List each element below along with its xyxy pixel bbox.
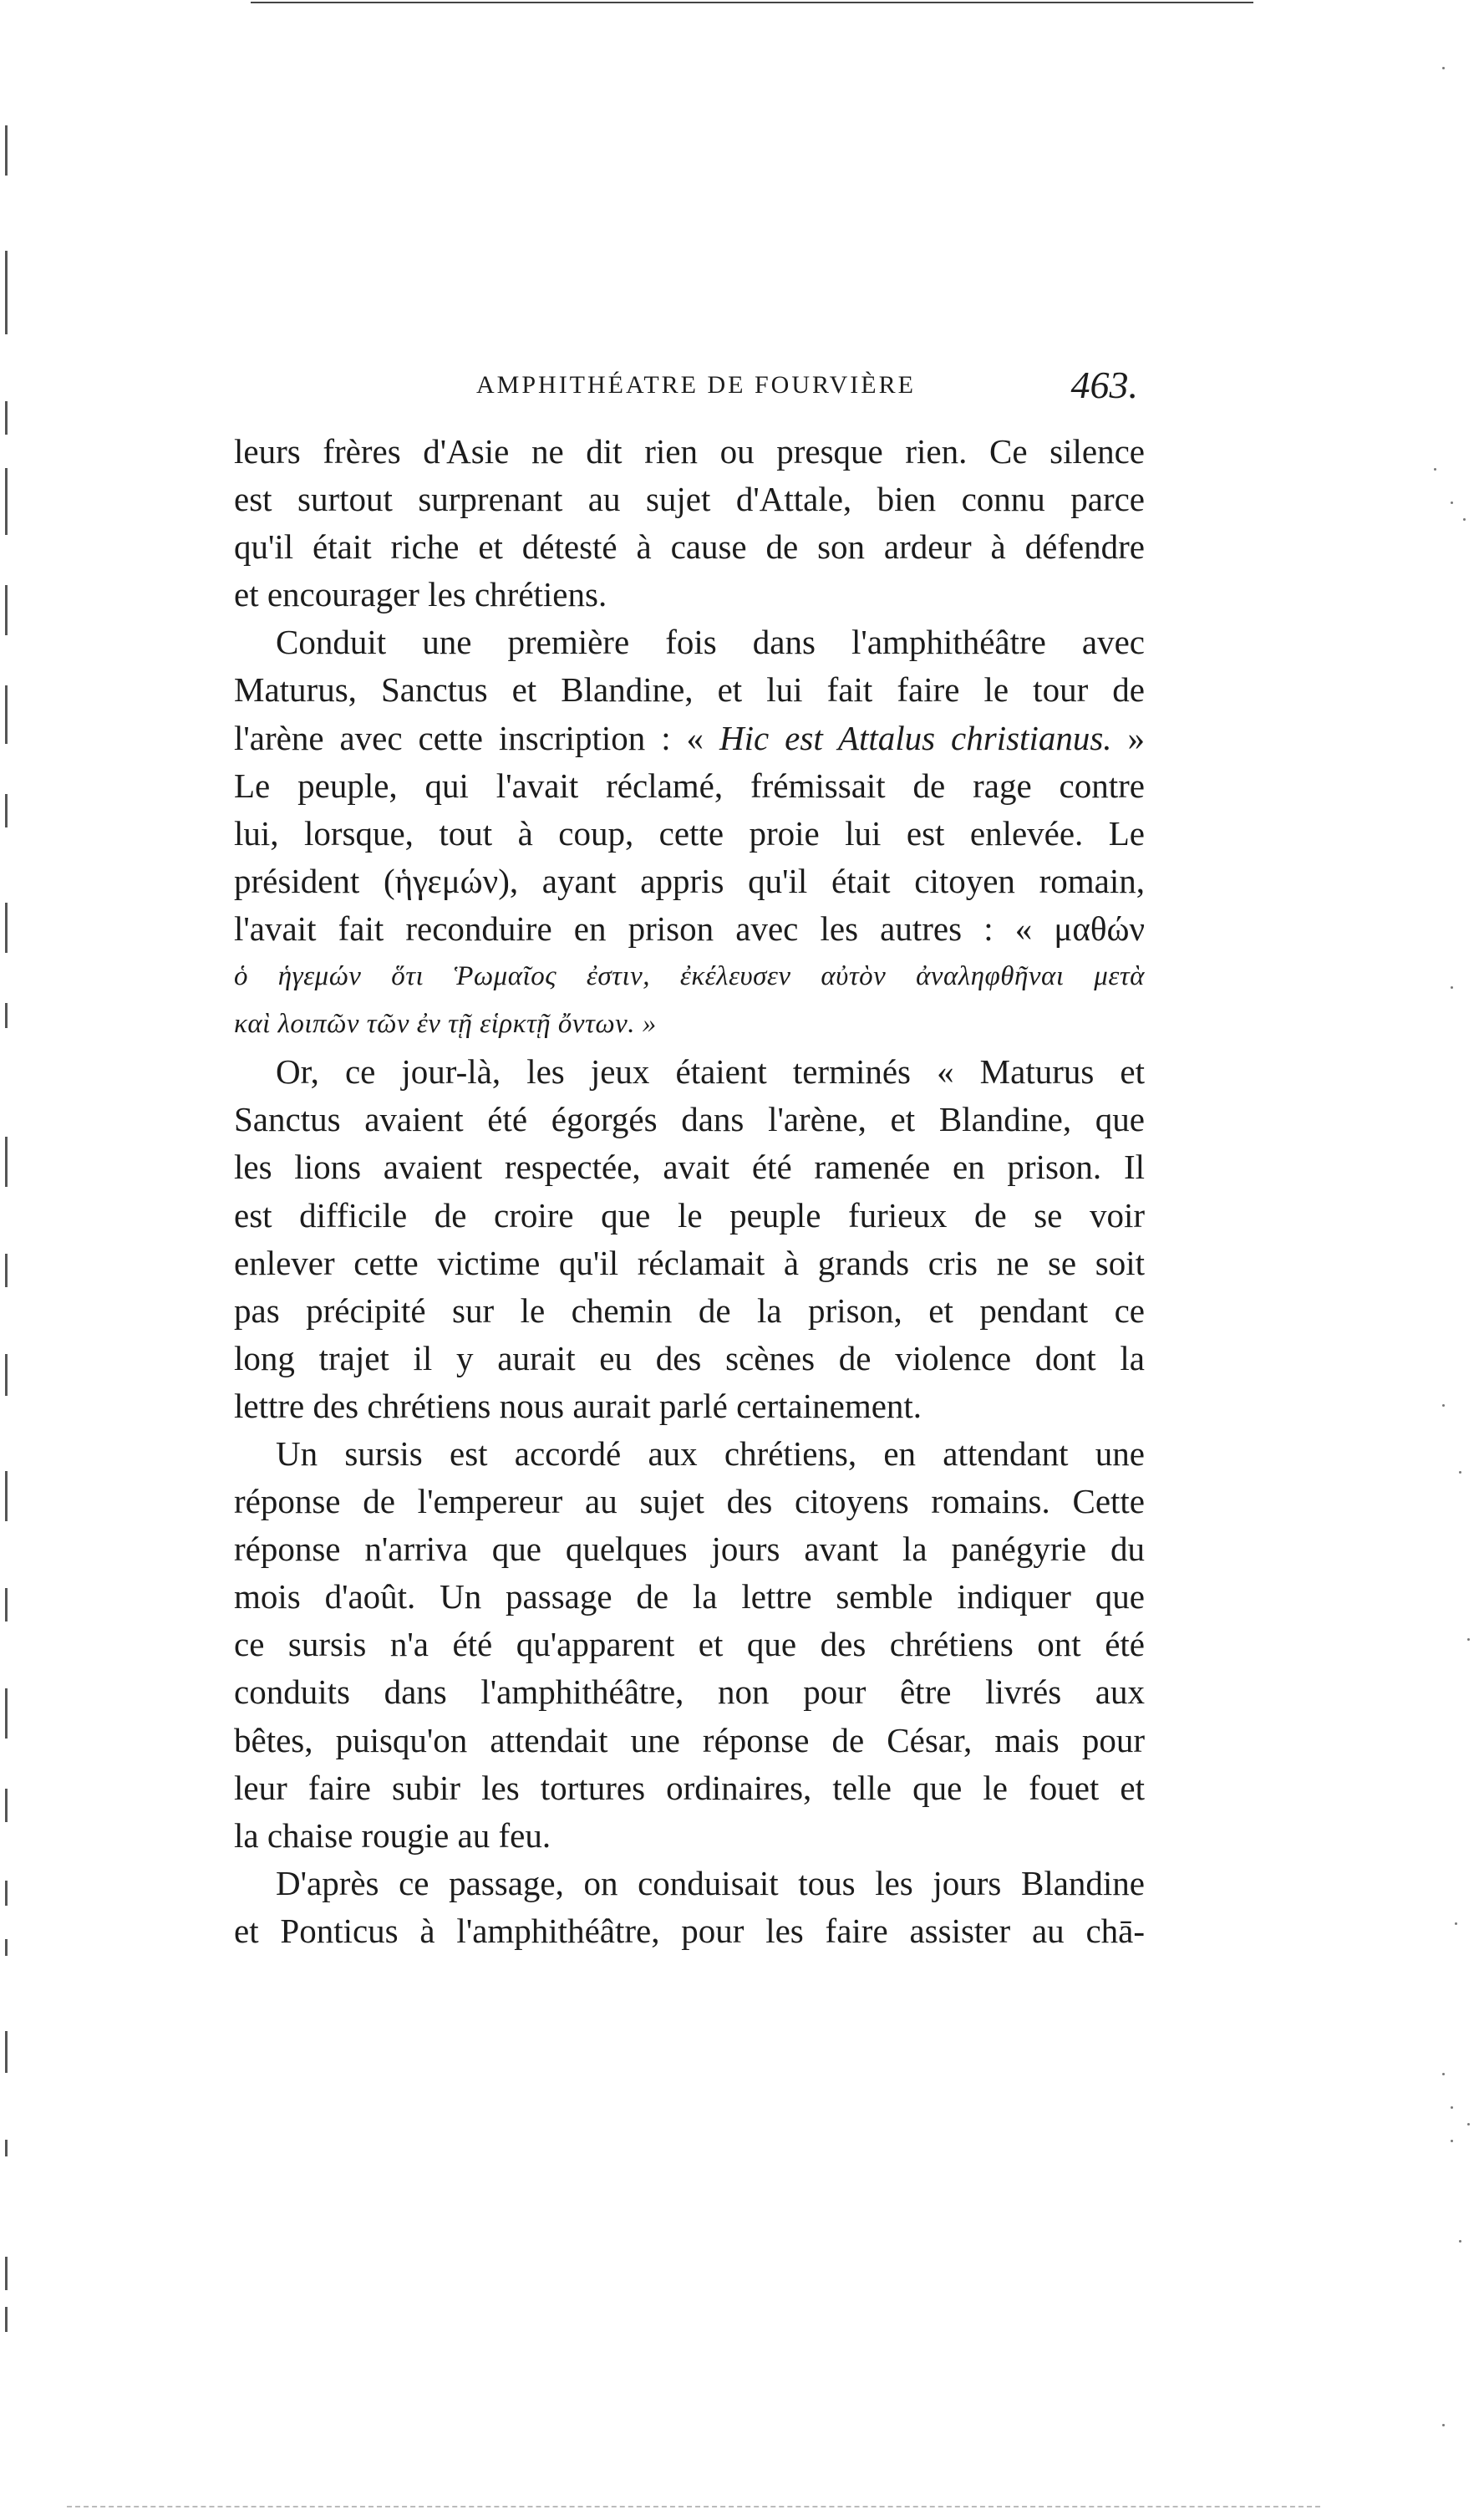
page-number: 463. bbox=[1070, 364, 1138, 406]
text-fragment: l'arène avec cette inscription : « bbox=[234, 718, 704, 757]
greek-quotation-line: καὶ λοιπῶν τῶν ἐν τῇ εἱρκτῇ ὄντων. » bbox=[234, 1009, 657, 1040]
text-line: leur faire subir les tortures ordinaires, telle que le fouet et bbox=[234, 1768, 1145, 1807]
text-line: conduits dans l'amphithéâtre, non pour être livrés aux bbox=[234, 1672, 1145, 1712]
body-text bbox=[234, 428, 1145, 1955]
text-line: est surtout surprenant au sujet d'Attale, bien connu parce bbox=[234, 480, 1145, 519]
text-line: Le peuple, qui l'avait réclamé, frémissait de rage contre bbox=[234, 766, 1145, 805]
text-line: qu'il était riche et détesté à cause de son ardeur à défendre bbox=[234, 527, 1145, 567]
text-line: Sanctus avaient été égorgés dans l'arène, et Blandine, que bbox=[234, 1100, 1145, 1139]
text-line: et Ponticus à l'amphithéâtre, pour les faire assister au chā- bbox=[234, 1911, 1145, 1950]
text-line: et encourager les chrétiens. bbox=[234, 575, 607, 614]
text-line: ce sursis n'a été qu'apparent et que des chrétiens ont été bbox=[234, 1625, 1145, 1664]
text-line: Or, ce jour-là, les jeux étaient terminés « Maturus et bbox=[276, 1052, 1145, 1092]
text-line: enlever cette victime qu'il réclamait à grands cris ne se soit bbox=[234, 1243, 1145, 1282]
text-line-inscription bbox=[234, 715, 1145, 762]
running-head bbox=[234, 364, 1145, 410]
text-line: lui, lorsque, tout à coup, cette proie lui est enlevée. Le bbox=[234, 813, 1145, 853]
greek-quotation-line: ὁ ἡγεμών ὅτι Ῥωμαῖος ἐστιν, ἐκέλευσεν αὐτὸν ἀναληφθῆναι μετὰ bbox=[234, 961, 1145, 992]
text-line: Conduit une première fois dans l'amphithéâtre avec bbox=[276, 623, 1145, 662]
scan-right-edge bbox=[1417, 0, 1484, 2515]
text-line: pas précipité sur le chemin de la prison, et pendant ce bbox=[234, 1291, 1145, 1330]
text-line: la chaise rougie au feu. bbox=[234, 1815, 551, 1855]
latin-inscription: Hic est Attalus christianus. bbox=[719, 718, 1112, 757]
text-line: réponse n'arriva que quelques jours avant la panégyrie du bbox=[234, 1530, 1145, 1569]
text-line: leurs frères d'Asie ne dit rien ou presque rien. Ce silence bbox=[234, 432, 1145, 471]
scan-bottom-edge bbox=[67, 2506, 1320, 2507]
text-line: les lions avaient respectée, avait été ramenée en prison. Il bbox=[234, 1148, 1145, 1187]
text-line: l'avait fait reconduire en prison avec les autres : « μαθών bbox=[234, 909, 1145, 948]
running-head-title: AMPHITHÉATRE DE FOURVIÈRE bbox=[476, 371, 916, 399]
text-line: Maturus, Sanctus et Blandine, et lui fait faire le tour de bbox=[234, 670, 1145, 710]
text-line: réponse de l'empereur au sujet des citoyens romains. Cette bbox=[234, 1482, 1145, 1521]
text-line: D'après ce passage, on conduisait tous les jours Blandine bbox=[276, 1863, 1145, 1902]
text-line: est difficile de croire que le peuple furieux de se voir bbox=[234, 1195, 1145, 1235]
text-fragment: » bbox=[1111, 718, 1146, 757]
text-line: président (ἡγεμών), ayant appris qu'il était citoyen romain, bbox=[234, 861, 1145, 900]
text-line: bêtes, puisqu'on attendait une réponse de César, mais pour bbox=[234, 1720, 1145, 1759]
text-line: mois d'août. Un passage de la lettre semble indiquer que bbox=[234, 1577, 1145, 1616]
text-line: lettre des chrétiens nous aurait parlé certainement. bbox=[234, 1386, 922, 1425]
text-line: long trajet il y aurait eu des scènes de violence dont la bbox=[234, 1338, 1145, 1377]
scan-left-edge bbox=[0, 0, 13, 2515]
scan-top-rule bbox=[251, 2, 1253, 3]
text-line: Un sursis est accordé aux chrétiens, en attendant une bbox=[276, 1433, 1145, 1473]
